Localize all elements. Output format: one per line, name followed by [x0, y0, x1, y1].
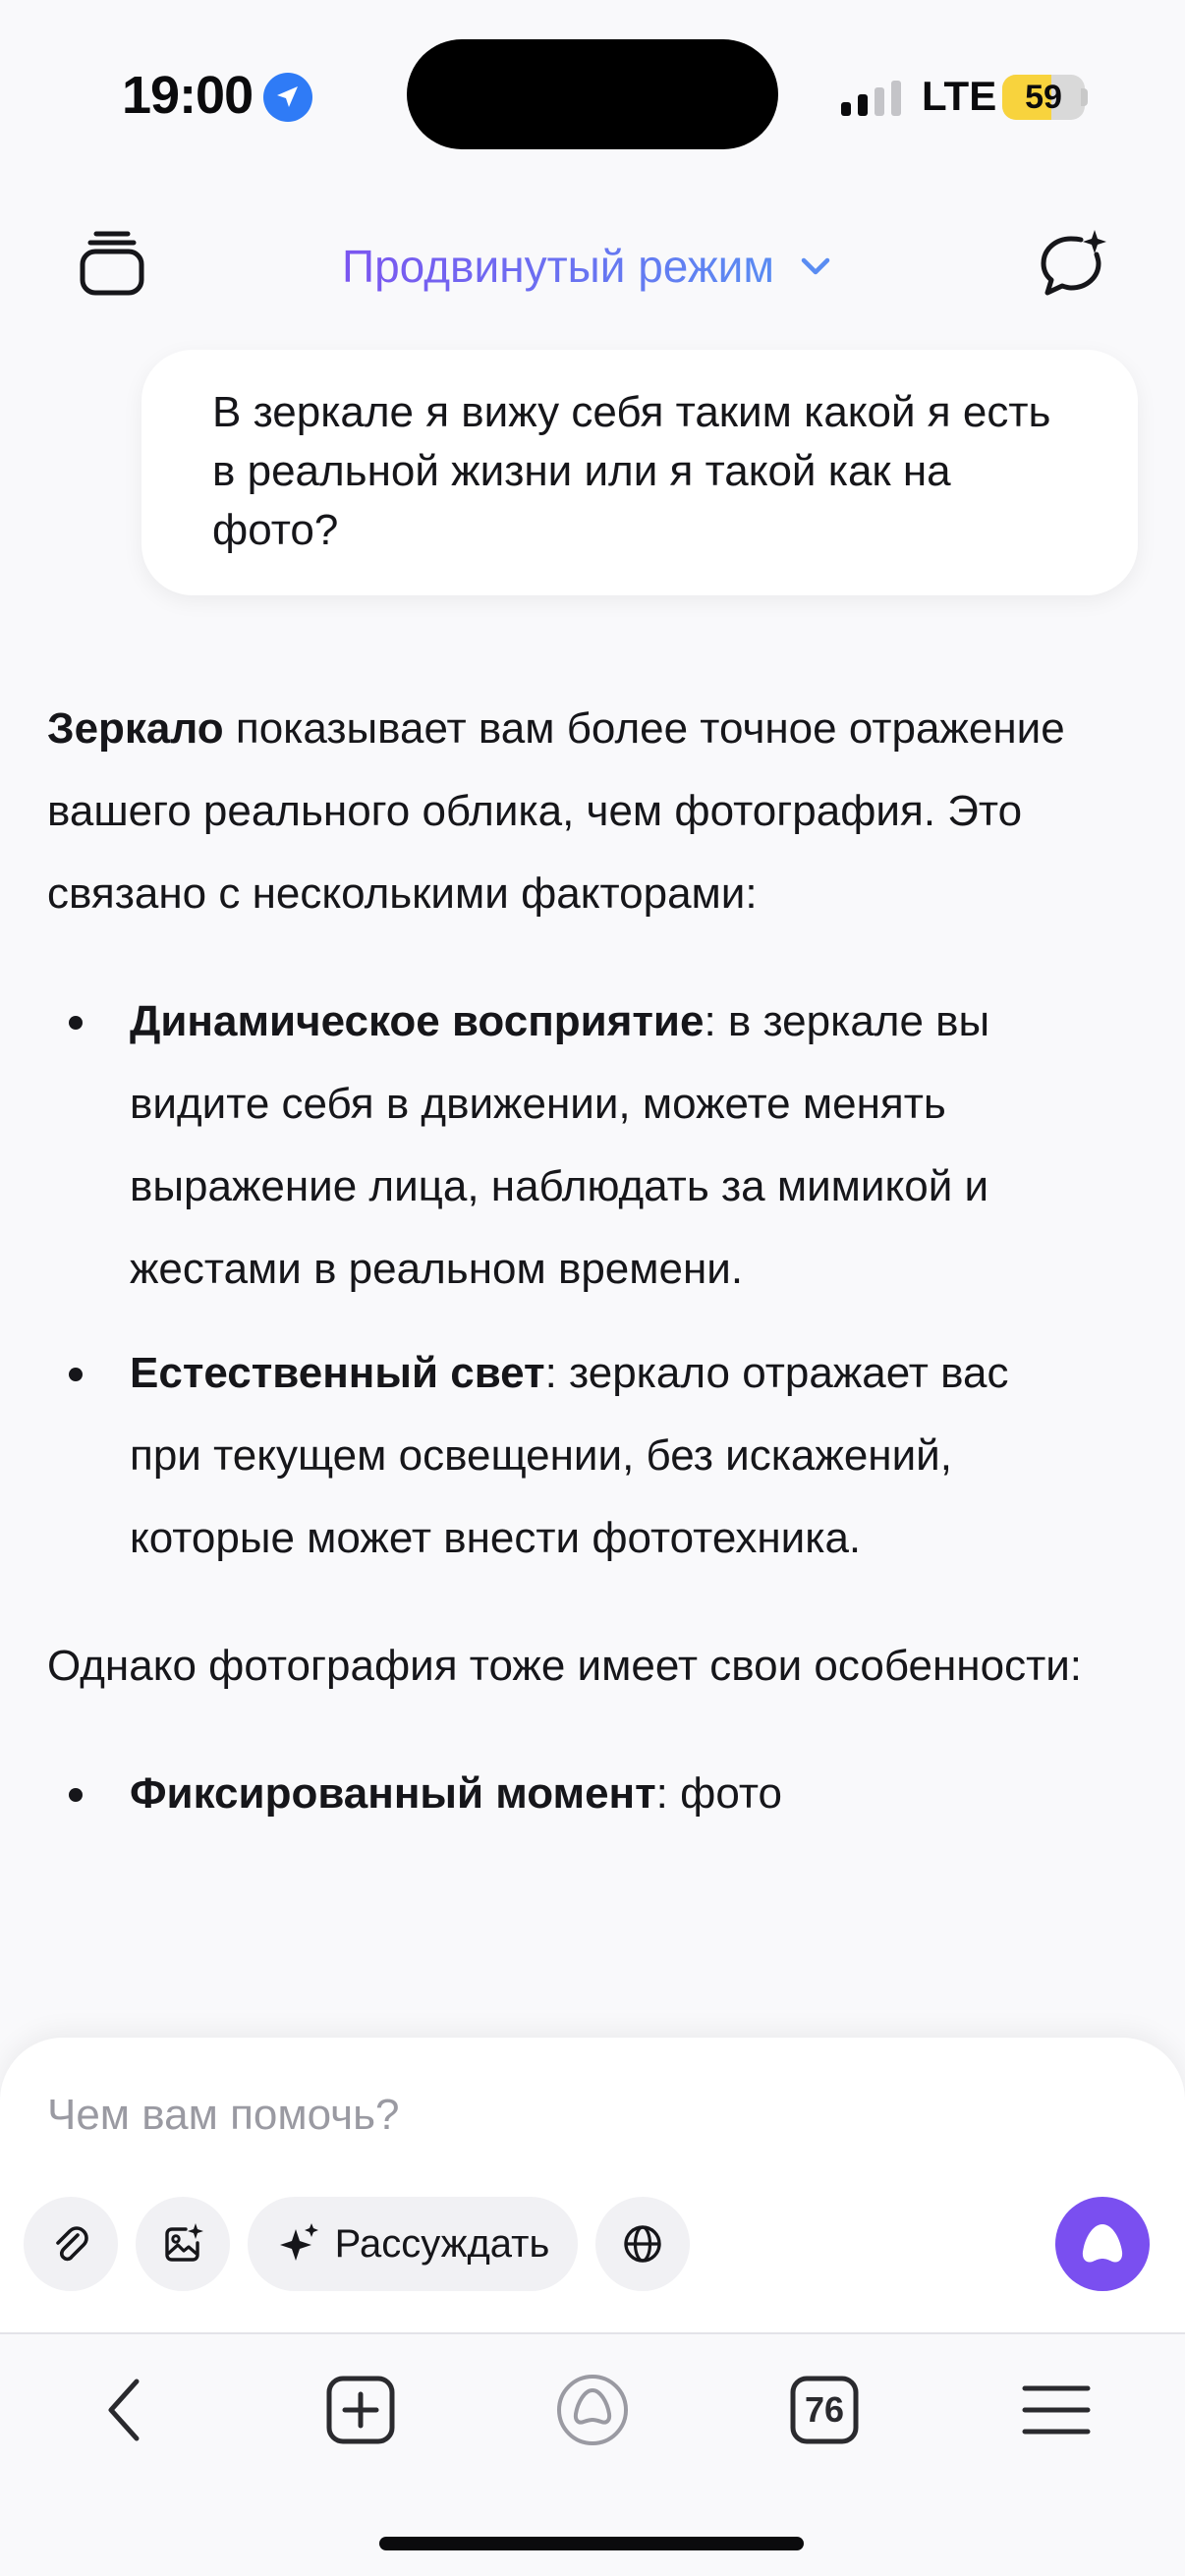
list-item [47, 1332, 1089, 1580]
alice-icon [1075, 2216, 1130, 2271]
new-chat-icon[interactable] [1036, 228, 1110, 303]
menu-button[interactable] [1014, 2368, 1099, 2452]
new-tab-button[interactable] [318, 2368, 403, 2452]
plus-square-icon [325, 2375, 396, 2445]
user-message-bubble [141, 350, 1138, 595]
answer-intro-text: показывает вам более точное отражение вашего реального облика, чем фотография. Это связано с несколькими факторами: [47, 704, 1065, 918]
user-message-text: В зеркале я вижу себя таким какой я есть в реальной жизни или я такой как на фото? [212, 388, 1051, 554]
list-item-text: : зеркало отражает вас при текущем освещении, без искажений, которые может внести фототехника. [130, 1349, 1009, 1562]
chevron-left-icon [97, 2376, 156, 2444]
answer-intro-bold: Зеркало [47, 704, 224, 753]
photo-features-list [47, 1753, 1089, 1835]
list-item-term: Фиксированный момент [130, 1769, 656, 1818]
hamburger-menu-icon [1021, 2382, 1092, 2437]
image-sparkle-icon [160, 2221, 205, 2267]
attach-button[interactable] [24, 2197, 118, 2291]
bullet-dot [69, 1788, 83, 1802]
assistant-answer [47, 688, 1089, 2044]
alice-outline-icon [555, 2373, 630, 2447]
list-item-text: : в зеркале вы видите себя в движении, можете менять выражение лица, наблюдать за мимикой и жестами в реальном времени. [130, 997, 990, 1293]
answer-intro [47, 688, 1089, 935]
battery-cap [1081, 88, 1088, 106]
signal-icon [841, 81, 902, 116]
home-indicator [379, 2537, 804, 2550]
reason-button[interactable] [248, 2197, 578, 2291]
bullet-dot [69, 1016, 83, 1030]
alice-voice-button[interactable] [1055, 2197, 1150, 2291]
web-search-button[interactable] [595, 2197, 690, 2291]
list-item-term: Естественный свет [130, 1349, 545, 1397]
mode-selector[interactable] [342, 232, 835, 301]
dynamic-island [407, 39, 778, 149]
bullet-dot [69, 1368, 83, 1381]
status-bar [0, 0, 1185, 187]
location-arrow-icon [263, 73, 312, 122]
tabs-button[interactable] [782, 2368, 867, 2452]
tabs-count: 76 [804, 2389, 845, 2430]
answer-paragraph: Однако фотография тоже имеет свои особенности: [47, 1642, 1083, 1690]
network-type: LTE [922, 73, 997, 119]
list-item-text: : фото [655, 1769, 782, 1818]
paperclip-icon [48, 2221, 93, 2267]
list-item [47, 980, 1089, 1311]
back-button[interactable] [85, 2368, 169, 2452]
status-time: 19:00 [122, 66, 254, 125]
message-input[interactable] [47, 2081, 1030, 2150]
globe-icon [620, 2221, 665, 2267]
mode-title: Продвинутый режим [342, 241, 774, 292]
sparkles-icon [276, 2221, 321, 2267]
chevron-down-icon [796, 247, 835, 286]
list-item [47, 1753, 1089, 1835]
battery-indicator [1002, 75, 1085, 120]
reason-label: Рассуждать [334, 2221, 550, 2266]
chat-history-icon[interactable] [77, 228, 147, 299]
list-item-term: Динамическое восприятие [130, 997, 705, 1045]
alice-home-button[interactable] [550, 2368, 635, 2452]
image-generate-button[interactable] [136, 2197, 230, 2291]
battery-level: 59 [1025, 79, 1062, 116]
factors-list [47, 980, 1089, 1580]
